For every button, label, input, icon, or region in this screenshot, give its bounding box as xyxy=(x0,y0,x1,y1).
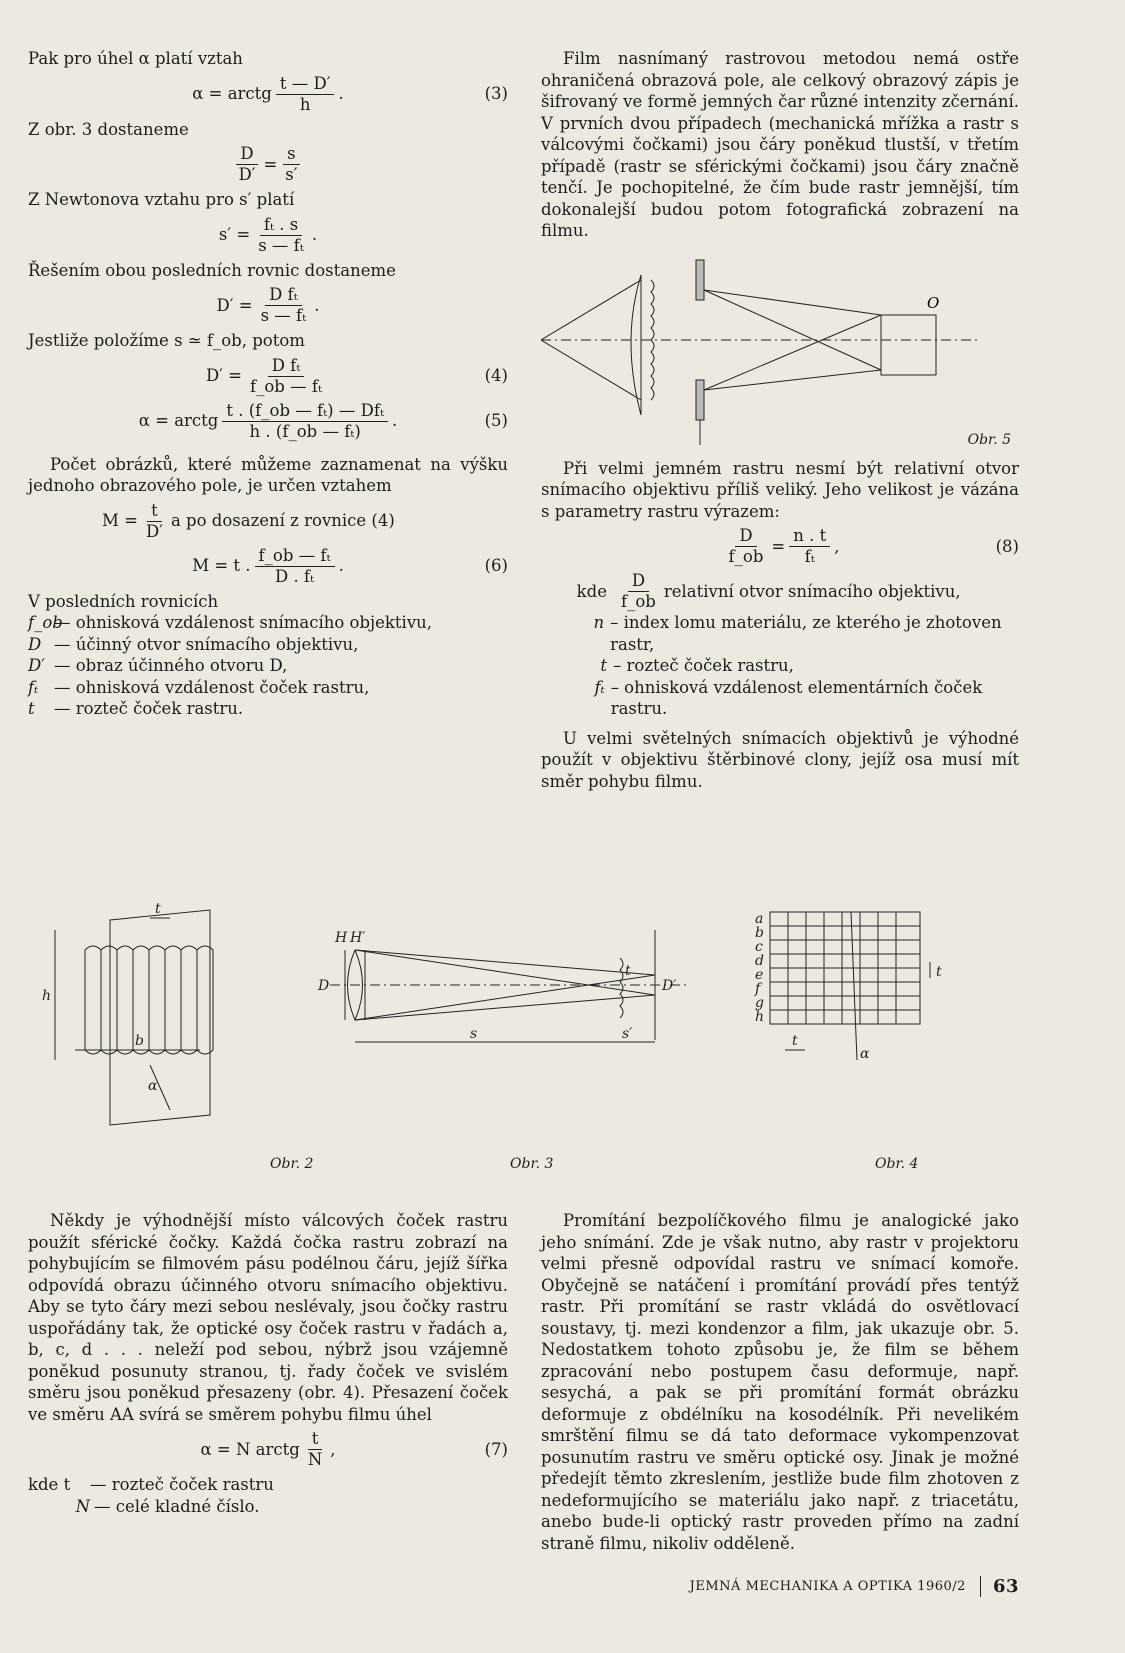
obr4-row-d: d xyxy=(755,953,764,969)
numerator: t . (f_ob — fₜ) — Dfₜ xyxy=(222,401,388,422)
denominator: D . fₜ xyxy=(274,566,315,586)
fraction xyxy=(255,546,335,587)
eq-lhs: α = N arctg xyxy=(200,1439,300,1459)
cylinder-lenses-bottom xyxy=(85,1050,213,1054)
fraction xyxy=(789,526,830,567)
obr3-label-Dprime: D′ xyxy=(662,978,677,994)
figure-caption: Obr. 4 xyxy=(875,1156,919,1172)
denominator: s — fₜ xyxy=(260,306,307,325)
definition: — rozteč čoček rastru xyxy=(90,1475,274,1494)
definition-item xyxy=(28,1496,508,1518)
equation-number: (6) xyxy=(484,556,508,576)
paragraph: Někdy je výhodnější místo válcových čoček rastru použít sférické čočky. Každá čočka rastru zobrazí na pohybujícím se filmovém pásu podélnou čáru, jejíž šířka odpovídá obrazu účinného otvoru snímacího objektivu. Aby se tyto čáry mezi sebou neslévaly, jsou čočky rastru uspořádány tak, že optické osy čoček rastru v řadách a, b, c, d . . . neleží pod sebou, nýbrž jsou vzájemně poněkud posunuty stranou, tj. řady čoček ve svislém směru jsou poněkud přesazeny (obr. 4). Přesazení čoček ve směru AA svírá se směrem pohybu filmu úhel xyxy=(28,1211,508,1424)
paragraph: V posledních rovnicích xyxy=(28,591,219,611)
fraction xyxy=(617,571,660,612)
definition: — celé kladné číslo. xyxy=(94,1496,260,1516)
denominator: f_ob xyxy=(621,592,656,611)
paragraph: Z Newtonova vztahu pro s′ platí xyxy=(28,190,295,209)
symbol: fₜ xyxy=(28,677,39,697)
symbol: D xyxy=(28,634,42,654)
definition-item xyxy=(28,1474,508,1496)
numerator: D fₜ xyxy=(265,285,302,306)
equation-3 xyxy=(28,74,508,115)
eq-tail: , xyxy=(834,536,840,556)
equation-ratio xyxy=(28,144,508,185)
eq-tail: . xyxy=(392,411,398,431)
equation-s-prime xyxy=(28,215,508,256)
variable-item xyxy=(567,655,1019,677)
denominator: h xyxy=(299,94,311,114)
eq-lhs: M = t . xyxy=(192,556,251,576)
obr2-label-t: t xyxy=(155,901,161,917)
definition: — ohnisková vzdálenost snímacího objektivu, xyxy=(54,613,433,632)
paragraph: Počet obrázků, které můžeme zaznamenat na výšku jednoho obrazového pole, je určen vztahem xyxy=(28,454,508,495)
numerator: f_ob — fₜ xyxy=(255,546,335,567)
equation-8 xyxy=(541,526,1019,567)
figure-2-diagram xyxy=(55,910,213,1125)
eq-lhs: α = arctg xyxy=(138,411,219,431)
equation-5 xyxy=(28,401,508,442)
paragraph: Pak pro úhel α platí vztah xyxy=(28,49,243,68)
obr4-label-t: t xyxy=(792,1033,798,1049)
symbol: fₜ xyxy=(594,677,605,697)
obr4-row-e: e xyxy=(755,967,764,983)
numerator: D xyxy=(236,144,257,165)
eq-tail: . xyxy=(338,556,344,576)
variable-item xyxy=(567,612,1019,655)
raster-lenses xyxy=(620,958,623,1018)
obr3-label-Hprime: H′ xyxy=(350,930,366,946)
numerator: D fₜ xyxy=(268,356,305,377)
definition: – index lomu materiálu, ze kterého je zhotoven rastr, xyxy=(610,613,1002,654)
obr4-row-c: c xyxy=(755,939,763,955)
symbol: t xyxy=(600,656,607,675)
fraction xyxy=(276,74,335,115)
numerator: t xyxy=(308,1429,323,1450)
obr2-label-alpha: α xyxy=(148,1078,158,1094)
equation-d-prime xyxy=(28,285,508,326)
variable-item xyxy=(567,571,1019,612)
numerator: n . t xyxy=(789,526,830,547)
figure-labels xyxy=(42,901,942,1094)
denominator: s′ xyxy=(285,165,298,184)
symbol: N xyxy=(75,1496,90,1516)
equation-number: (7) xyxy=(484,1439,508,1459)
obr4-label-alpha: α xyxy=(860,1046,870,1062)
right-column xyxy=(541,48,1019,792)
page-number: 63 xyxy=(980,1576,1019,1597)
equation-m xyxy=(28,501,508,542)
obr3-label-t: t xyxy=(625,963,631,979)
definition: — rozteč čoček rastru. xyxy=(54,699,244,718)
equation-6 xyxy=(28,546,508,587)
definition: – rozteč čoček rastru, xyxy=(613,656,794,675)
eq-tail: . xyxy=(338,84,344,104)
fraction xyxy=(142,501,167,542)
paragraph: Film nasnímaný rastrovou metodou nemá ostře ohraničená obrazová pole, ale celkový obrazový zápis je šifrovaný ve formě jemných čar různé intenzity zčernání. V prvních dvou případech (mechanická mřížka a rastr s válcovými čočkami) jsou čáry poněkud tlustší, v třetím případě (rastr se sférickými čočkami) jsou čáry značně tenčí. Je pochopitelné, že čím bude rastr jemnější, tím dokonalejší budou potom fotografická zobrazení na filmu. xyxy=(541,49,1019,240)
cylinder-lenses-top xyxy=(85,946,213,950)
obr3-label-sprime: s′ xyxy=(622,1026,633,1042)
obr4-row-a: a xyxy=(755,911,764,927)
symbol: kde t xyxy=(28,1475,71,1494)
definition: – ohnisková vzdálenost elementárních čoček rastru. xyxy=(610,677,983,718)
journal-name: JEMNÁ MECHANIKA A OPTIKA 1960/2 xyxy=(689,1579,966,1594)
numerator: D xyxy=(628,571,649,592)
figure-3-diagram xyxy=(330,930,690,1042)
definition-item xyxy=(28,634,508,656)
eq-lhs: s′ = xyxy=(218,225,251,245)
figure-caption: Obr. 5 xyxy=(967,432,1011,448)
obr3-label-D: D xyxy=(318,978,330,994)
figure-caption: Obr. 3 xyxy=(510,1156,554,1172)
figure-5-diagram xyxy=(541,250,1019,450)
eq-tail: a po dosazení z rovnice (4) xyxy=(170,511,395,531)
definition-list xyxy=(28,612,508,720)
eq-lhs: α = arctg xyxy=(192,84,272,104)
denominator: f_ob xyxy=(728,547,764,566)
paragraph: Jestliže položíme s ≃ f_ob, potom xyxy=(28,331,305,350)
numerator: fₜ . s xyxy=(260,215,302,236)
equation-number: (4) xyxy=(484,366,508,386)
denominator: D′ xyxy=(145,521,163,541)
film-gate-bottom xyxy=(696,380,704,420)
numerator: s xyxy=(283,144,299,165)
definition-item xyxy=(28,655,508,677)
denominator: D′ xyxy=(238,165,256,184)
denominator: N xyxy=(307,1450,323,1469)
symbol: n xyxy=(593,613,605,632)
symbol: f_ob xyxy=(28,613,63,632)
paragraph: U velmi světelných snímacích objektivů je výhodné použít v objektivu štěrbinové clony, jejíž osa musí mít směr pohybu filmu. xyxy=(541,728,1019,791)
fraction xyxy=(222,401,388,442)
bottom-right-column xyxy=(541,1210,1019,1554)
objective xyxy=(881,315,936,375)
numerator: D xyxy=(735,526,756,547)
variable-list xyxy=(541,571,1019,720)
paragraph: Promítání bezpolíčkového filmu je analogické jako jeho snímání. Zde je však nutno, aby rastr v projektoru velmi přesně odpovídal rastru ve snímací komoře. Obyčejně se natáčení i promítání provádí přes tentýž rastr. Při promítání se rastr vkládá do osvětlovací soustavy, tj. mezi kondenzor a film, jak ukazuje obr. 5. Nedostatkem tohoto způsobu je, že film se během zpracování nebo postupem času deformuje, např. sesychá, a pak se při promítání formát obrázku deformuje z obdélníku na kosodélník. Při nevelikém smrštění filmu se dá tato deformace vykompenzovat posunutím rastru ve směru optické osy. Jinak je možné předejít těmto zkreslením, jestliže bude film zhotoven z nedeformujícího se materiálu jako např. z triacetátu, anebo bude-li optický rastr proveden přímo na zadní straně filmu, nikoliv odděleně. xyxy=(541,1211,1019,1553)
fraction xyxy=(257,285,311,326)
obr4-row-g: g xyxy=(755,995,764,1011)
equation-number: (5) xyxy=(484,411,508,431)
fraction xyxy=(246,356,326,397)
paragraph: Při velmi jemném rastru nesmí být relativní otvor snímacího objektivu příliš veliký. Jeho velikost je vázána s parametry rastru výrazem: xyxy=(541,458,1019,521)
definition: — účinný otvor snímacího objektivu, xyxy=(54,634,359,654)
obr3-label-s: s xyxy=(470,1026,478,1042)
symbol: D′ xyxy=(28,656,45,675)
obr4-row-f: f xyxy=(755,981,761,997)
raster-lenses xyxy=(651,280,654,400)
figures-row xyxy=(0,900,1125,1180)
obr4-row-h: h xyxy=(755,1009,765,1025)
figure-caption: Obr. 2 xyxy=(270,1156,314,1172)
fraction xyxy=(234,144,259,185)
fraction xyxy=(725,526,768,567)
denominator: h . (f_ob — fₜ) xyxy=(249,421,361,441)
definition: — obraz účinného otvoru D, xyxy=(54,656,288,675)
fraction xyxy=(304,1429,326,1470)
symbol: t xyxy=(28,699,35,718)
left-column xyxy=(28,48,508,720)
paragraph: Řešením obou posledních rovnic dostaneme xyxy=(28,260,396,280)
figure-5 xyxy=(541,250,1019,450)
obr2-label-b: b xyxy=(135,1033,144,1049)
eq-tail: , xyxy=(330,1439,336,1459)
obr3-label-H: H xyxy=(335,930,348,946)
paragraph: Z obr. 3 dostaneme xyxy=(28,119,189,139)
definition-item xyxy=(28,698,508,720)
equation-7 xyxy=(28,1429,508,1470)
offset-axis xyxy=(851,912,857,1060)
denominator: f_ob — fₜ xyxy=(250,376,323,396)
obr4-row-b: b xyxy=(755,925,764,941)
fraction xyxy=(281,144,301,185)
eq-sign: = xyxy=(263,154,278,174)
equation-number: (8) xyxy=(995,536,1019,556)
obr4-label-t-vertical: t xyxy=(936,964,942,980)
condenser-lens xyxy=(631,275,641,415)
eq-lhs: D′ = xyxy=(216,295,253,315)
numerator: t — D′ xyxy=(276,74,335,95)
equation-number: (3) xyxy=(484,84,508,104)
objective-label: O xyxy=(927,293,940,312)
variable-item xyxy=(567,677,1019,720)
definition: relativní otvor snímacího objektivu, xyxy=(663,581,961,601)
definition-item xyxy=(28,677,508,699)
eq-tail: . xyxy=(314,295,320,315)
eq-lhs: D′ = xyxy=(205,366,242,386)
obr2-label-h: h xyxy=(42,988,52,1004)
fraction xyxy=(254,215,308,256)
denominator: s — fₜ xyxy=(258,235,304,255)
definition: — ohnisková vzdálenost čoček rastru, xyxy=(54,677,370,697)
eq-sign: = xyxy=(771,536,786,556)
film-gate-top xyxy=(696,260,704,300)
bottom-left-column xyxy=(28,1210,508,1517)
page-footer xyxy=(690,1576,1019,1597)
figures-svg xyxy=(0,900,1125,1160)
film-strip xyxy=(110,910,210,1125)
equation-4 xyxy=(28,356,508,397)
numerator: t xyxy=(147,501,162,522)
denominator: fₜ xyxy=(804,547,815,566)
symbol: kde xyxy=(576,581,607,601)
definition-item xyxy=(28,612,508,634)
eq-lhs: M = xyxy=(102,511,138,531)
eq-tail: . xyxy=(311,225,318,245)
